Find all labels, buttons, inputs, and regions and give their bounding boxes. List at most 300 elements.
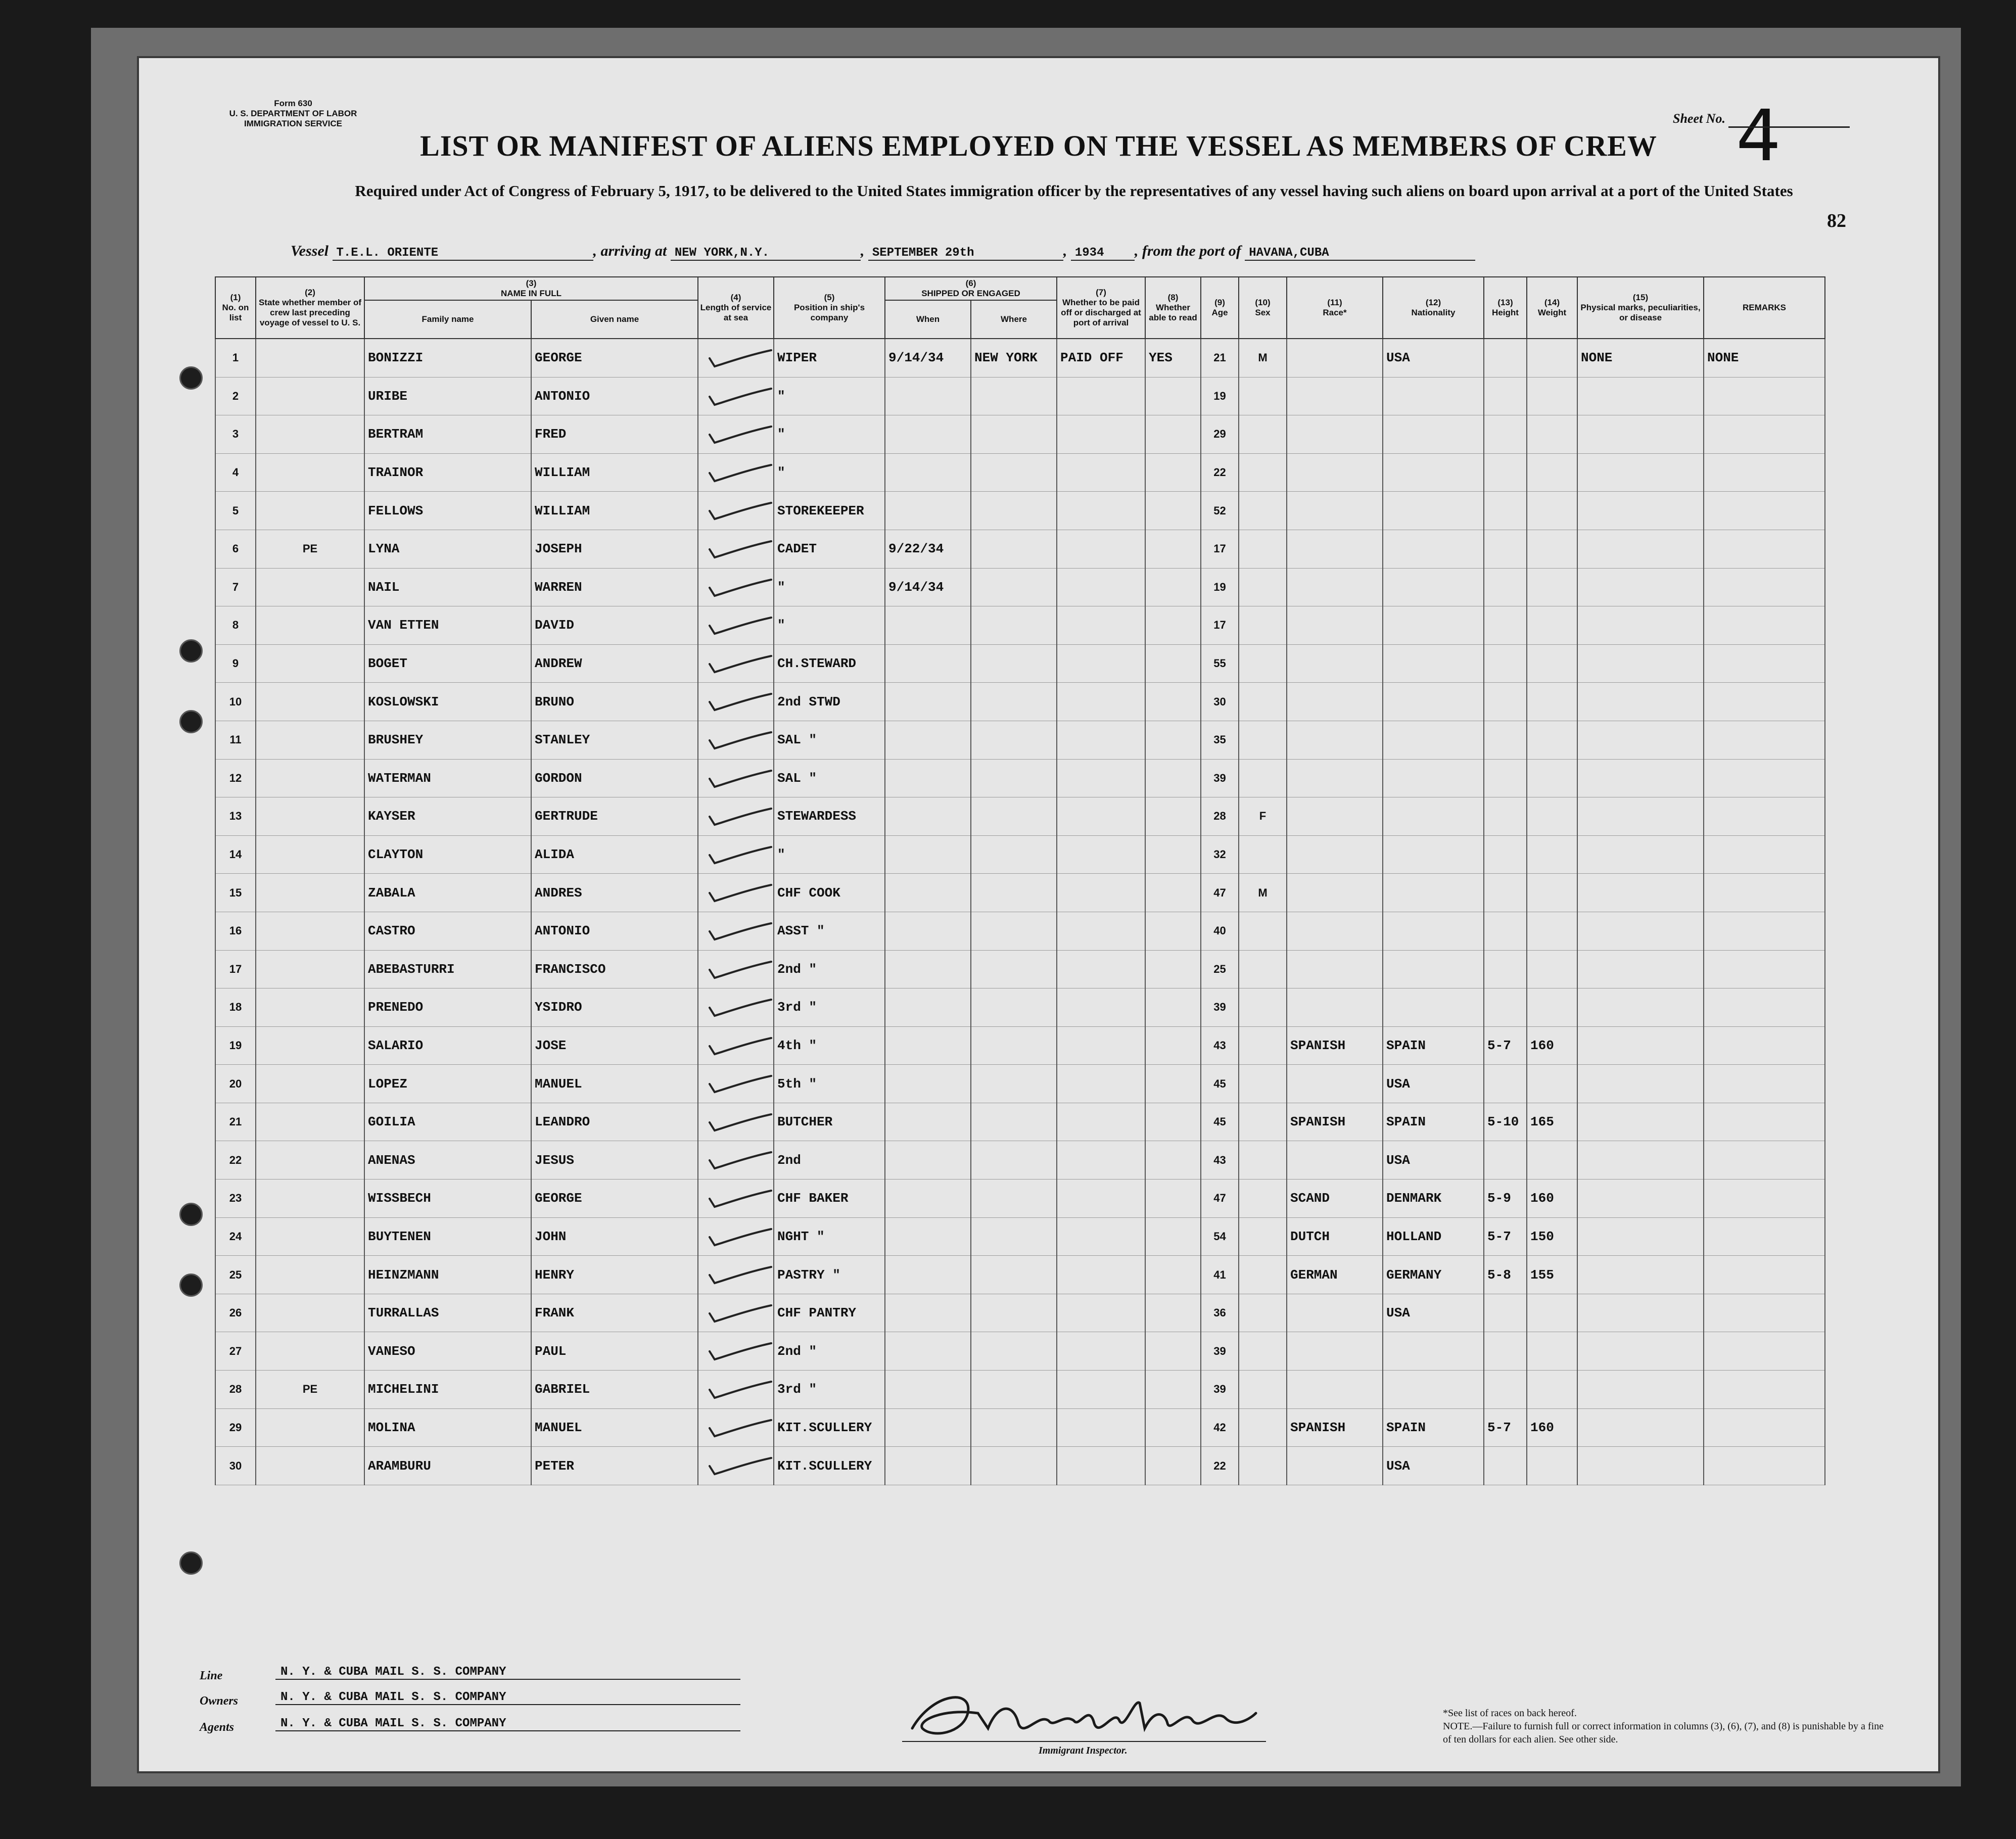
from-port-label: from the port of bbox=[1142, 243, 1241, 259]
physical-marks bbox=[1577, 950, 1704, 988]
service-checkmark bbox=[698, 568, 774, 606]
shipped-when bbox=[885, 492, 971, 530]
col-sex-header: (10) Sex bbox=[1239, 277, 1287, 339]
physical-marks bbox=[1577, 1294, 1704, 1332]
departure-port: HAVANA,CUBA bbox=[1245, 246, 1475, 261]
page-number: 82 bbox=[1827, 210, 1846, 231]
paid-off bbox=[1057, 415, 1145, 454]
height bbox=[1484, 1294, 1527, 1332]
physical-marks bbox=[1577, 1141, 1704, 1180]
sex bbox=[1239, 492, 1287, 530]
inspector-signature bbox=[902, 1673, 1266, 1749]
family-name: URIBE bbox=[364, 377, 531, 415]
ship-position: STOREKEEPER bbox=[774, 492, 885, 530]
row-number: 18 bbox=[215, 988, 256, 1027]
paid-off bbox=[1057, 683, 1145, 721]
shipped-when bbox=[885, 683, 971, 721]
age: 17 bbox=[1201, 530, 1239, 568]
sex bbox=[1239, 1294, 1287, 1332]
sex bbox=[1239, 835, 1287, 874]
remarks bbox=[1704, 377, 1825, 415]
sex bbox=[1239, 1408, 1287, 1447]
weight bbox=[1527, 339, 1577, 377]
family-name: BONIZZI bbox=[364, 339, 531, 377]
family-name: NAIL bbox=[364, 568, 531, 606]
prev-voyage bbox=[256, 644, 364, 683]
table-row bbox=[215, 1294, 1825, 1332]
paid-off bbox=[1057, 950, 1145, 988]
col-paid-off-header: (7) Whether to be paid off or discharged at port of arrival bbox=[1057, 277, 1145, 339]
physical-marks bbox=[1577, 1217, 1704, 1256]
remarks bbox=[1704, 1256, 1825, 1294]
height bbox=[1484, 377, 1527, 415]
able-to-read bbox=[1145, 530, 1201, 568]
arrival-date: SEPTEMBER 29th bbox=[868, 246, 1063, 261]
table-row bbox=[215, 644, 1825, 683]
physical-marks bbox=[1577, 1371, 1704, 1409]
paid-off bbox=[1057, 1180, 1145, 1218]
able-to-read bbox=[1145, 606, 1201, 645]
given-name: WARREN bbox=[531, 568, 698, 606]
remarks bbox=[1704, 1371, 1825, 1409]
weight: 160 bbox=[1527, 1408, 1577, 1447]
family-name: FELLOWS bbox=[364, 492, 531, 530]
able-to-read bbox=[1145, 683, 1201, 721]
table-row bbox=[215, 1408, 1825, 1447]
age: 39 bbox=[1201, 988, 1239, 1027]
shipped-when bbox=[885, 453, 971, 492]
shipped-when bbox=[885, 606, 971, 645]
able-to-read bbox=[1145, 835, 1201, 874]
paid-off bbox=[1057, 912, 1145, 950]
able-to-read bbox=[1145, 912, 1201, 950]
able-to-read bbox=[1145, 1026, 1201, 1065]
table-row bbox=[215, 759, 1825, 797]
col-age-header: (9) Age bbox=[1201, 277, 1239, 339]
row-number: 16 bbox=[215, 912, 256, 950]
shipped-when bbox=[885, 1065, 971, 1103]
shipped-when: 9/14/34 bbox=[885, 339, 971, 377]
able-to-read bbox=[1145, 1408, 1201, 1447]
age: 47 bbox=[1201, 1180, 1239, 1218]
shipped-when bbox=[885, 1217, 971, 1256]
service-checkmark bbox=[698, 1065, 774, 1103]
nationality: GERMANY bbox=[1383, 1256, 1484, 1294]
shipped-when bbox=[885, 1180, 971, 1218]
able-to-read bbox=[1145, 1256, 1201, 1294]
given-name: JESUS bbox=[531, 1141, 698, 1180]
race bbox=[1287, 1065, 1383, 1103]
prev-voyage bbox=[256, 950, 364, 988]
age: 54 bbox=[1201, 1217, 1239, 1256]
race bbox=[1287, 377, 1383, 415]
physical-marks bbox=[1577, 683, 1704, 721]
prev-voyage bbox=[256, 759, 364, 797]
binder-hole bbox=[179, 639, 203, 663]
service-name: IMMIGRATION SERVICE bbox=[244, 119, 342, 128]
remarks bbox=[1704, 1332, 1825, 1371]
table-row bbox=[215, 721, 1825, 759]
physical-marks bbox=[1577, 1447, 1704, 1485]
physical-marks bbox=[1577, 1408, 1704, 1447]
prev-voyage: PE bbox=[256, 530, 364, 568]
ship-position: STEWARDESS bbox=[774, 797, 885, 836]
nationality bbox=[1383, 950, 1484, 988]
age: 45 bbox=[1201, 1065, 1239, 1103]
weight: 165 bbox=[1527, 1103, 1577, 1141]
paid-off bbox=[1057, 835, 1145, 874]
age: 29 bbox=[1201, 415, 1239, 454]
nationality bbox=[1383, 988, 1484, 1027]
table-row bbox=[215, 683, 1825, 721]
given-name: ANDREW bbox=[531, 644, 698, 683]
height bbox=[1484, 1332, 1527, 1371]
physical-marks bbox=[1577, 568, 1704, 606]
physical-marks bbox=[1577, 912, 1704, 950]
weight bbox=[1527, 530, 1577, 568]
physical-marks bbox=[1577, 415, 1704, 454]
weight bbox=[1527, 492, 1577, 530]
nationality bbox=[1383, 759, 1484, 797]
height: 5-7 bbox=[1484, 1408, 1527, 1447]
service-checkmark bbox=[698, 1408, 774, 1447]
height bbox=[1484, 530, 1527, 568]
given-name: JOSE bbox=[531, 1026, 698, 1065]
physical-marks bbox=[1577, 759, 1704, 797]
prev-voyage bbox=[256, 1180, 364, 1218]
given-name: WILLIAM bbox=[531, 492, 698, 530]
remarks bbox=[1704, 759, 1825, 797]
able-to-read: YES bbox=[1145, 339, 1201, 377]
sex bbox=[1239, 759, 1287, 797]
table-row bbox=[215, 1141, 1825, 1180]
height bbox=[1484, 453, 1527, 492]
prev-voyage: PE bbox=[256, 1371, 364, 1409]
vessel-info-line: Vessel T.E.L. ORIENTE , arriving at NEW YORK,N.Y. , SEPTEMBER 29th , 1934 , from the port of HAVANA,CUBA bbox=[291, 243, 1475, 261]
remarks bbox=[1704, 1408, 1825, 1447]
weight bbox=[1527, 988, 1577, 1027]
table-row bbox=[215, 912, 1825, 950]
remarks bbox=[1704, 1065, 1825, 1103]
height bbox=[1484, 492, 1527, 530]
table-row bbox=[215, 835, 1825, 874]
physical-marks bbox=[1577, 1026, 1704, 1065]
nationality: USA bbox=[1383, 1141, 1484, 1180]
ship-position: 3rd " bbox=[774, 1371, 885, 1409]
prev-voyage bbox=[256, 1447, 364, 1485]
agents-label: Agents bbox=[200, 1721, 235, 1734]
shipped-where bbox=[971, 1294, 1057, 1332]
race: SPANISH bbox=[1287, 1103, 1383, 1141]
inspector-signature-line bbox=[902, 1741, 1266, 1742]
physical-marks bbox=[1577, 721, 1704, 759]
remarks bbox=[1704, 1217, 1825, 1256]
shipped-when bbox=[885, 1332, 971, 1371]
crew-manifest-table bbox=[215, 276, 1825, 1485]
able-to-read bbox=[1145, 644, 1201, 683]
sex bbox=[1239, 453, 1287, 492]
sex bbox=[1239, 1371, 1287, 1409]
weight bbox=[1527, 453, 1577, 492]
shipped-where bbox=[971, 797, 1057, 836]
col-marks-header: (15) Physical marks, peculiarities, or disease bbox=[1577, 277, 1704, 339]
sex bbox=[1239, 1065, 1287, 1103]
physical-marks bbox=[1577, 453, 1704, 492]
service-checkmark bbox=[698, 683, 774, 721]
physical-marks bbox=[1577, 1180, 1704, 1218]
document-subtitle: Required under Act of Congress of February 5, 1917, to be delivered to the United States immigration officer by the representatives of any vessel having such aliens on board upon arrival at a port of the United States bbox=[355, 182, 1793, 200]
shipped-when bbox=[885, 415, 971, 454]
service-checkmark bbox=[698, 874, 774, 912]
given-name: LEANDRO bbox=[531, 1103, 698, 1141]
height bbox=[1484, 568, 1527, 606]
able-to-read bbox=[1145, 797, 1201, 836]
race bbox=[1287, 721, 1383, 759]
shipped-where bbox=[971, 568, 1057, 606]
remarks bbox=[1704, 988, 1825, 1027]
physical-marks bbox=[1577, 988, 1704, 1027]
race: SPANISH bbox=[1287, 1408, 1383, 1447]
shipped-where bbox=[971, 1180, 1057, 1218]
prev-voyage bbox=[256, 568, 364, 606]
shipped-when bbox=[885, 1294, 971, 1332]
ship-position: BUTCHER bbox=[774, 1103, 885, 1141]
ship-position: CH.STEWARD bbox=[774, 644, 885, 683]
able-to-read bbox=[1145, 721, 1201, 759]
height: 5-7 bbox=[1484, 1217, 1527, 1256]
family-name: BUYTENEN bbox=[364, 1217, 531, 1256]
shipped-where bbox=[971, 415, 1057, 454]
weight bbox=[1527, 415, 1577, 454]
height bbox=[1484, 912, 1527, 950]
given-name: MANUEL bbox=[531, 1408, 698, 1447]
row-number: 11 bbox=[215, 721, 256, 759]
shipped-where bbox=[971, 453, 1057, 492]
shipped-when bbox=[885, 1026, 971, 1065]
nationality bbox=[1383, 835, 1484, 874]
paid-off bbox=[1057, 988, 1145, 1027]
binder-hole bbox=[179, 1274, 203, 1297]
given-name: GABRIEL bbox=[531, 1371, 698, 1409]
paid-off bbox=[1057, 1447, 1145, 1485]
physical-marks bbox=[1577, 874, 1704, 912]
col-remarks-header: REMARKS bbox=[1704, 277, 1825, 339]
height: 5-9 bbox=[1484, 1180, 1527, 1218]
service-checkmark bbox=[698, 1180, 774, 1218]
age: 43 bbox=[1201, 1026, 1239, 1065]
nationality bbox=[1383, 568, 1484, 606]
ship-position: " bbox=[774, 377, 885, 415]
vessel-name: T.E.L. ORIENTE bbox=[333, 246, 593, 261]
col-where-header: Where bbox=[971, 300, 1057, 339]
line-label: Line bbox=[200, 1669, 223, 1682]
row-number: 15 bbox=[215, 874, 256, 912]
shipped-where bbox=[971, 1256, 1057, 1294]
nationality bbox=[1383, 492, 1484, 530]
prev-voyage bbox=[256, 874, 364, 912]
given-name: ANTONIO bbox=[531, 377, 698, 415]
able-to-read bbox=[1145, 1294, 1201, 1332]
sex bbox=[1239, 1141, 1287, 1180]
nationality: USA bbox=[1383, 1294, 1484, 1332]
prev-voyage bbox=[256, 377, 364, 415]
given-name: GERTRUDE bbox=[531, 797, 698, 836]
height bbox=[1484, 874, 1527, 912]
col-race-header: (11) Race* bbox=[1287, 277, 1383, 339]
paid-off bbox=[1057, 797, 1145, 836]
race: DUTCH bbox=[1287, 1217, 1383, 1256]
paid-off bbox=[1057, 644, 1145, 683]
family-name: LYNA bbox=[364, 530, 531, 568]
arrival-port: NEW YORK,N.Y. bbox=[671, 246, 861, 261]
row-number: 7 bbox=[215, 568, 256, 606]
binder-hole bbox=[179, 710, 203, 733]
shipped-when bbox=[885, 912, 971, 950]
row-number: 27 bbox=[215, 1332, 256, 1371]
table-row bbox=[215, 568, 1825, 606]
paid-off bbox=[1057, 1026, 1145, 1065]
shipped-when bbox=[885, 1103, 971, 1141]
sex bbox=[1239, 950, 1287, 988]
age: 19 bbox=[1201, 568, 1239, 606]
ship-position: PASTRY " bbox=[774, 1256, 885, 1294]
height bbox=[1484, 1371, 1527, 1409]
row-number: 30 bbox=[215, 1447, 256, 1485]
ship-position: 3rd " bbox=[774, 988, 885, 1027]
paid-off bbox=[1057, 1065, 1145, 1103]
row-number: 10 bbox=[215, 683, 256, 721]
weight bbox=[1527, 835, 1577, 874]
shipped-where bbox=[971, 1026, 1057, 1065]
col-position-header: (5) Position in ship's company bbox=[774, 277, 885, 339]
race bbox=[1287, 415, 1383, 454]
sheet-number: 4 bbox=[1736, 95, 1781, 177]
table-row bbox=[215, 1026, 1825, 1065]
race bbox=[1287, 453, 1383, 492]
able-to-read bbox=[1145, 988, 1201, 1027]
sex bbox=[1239, 377, 1287, 415]
family-name: KOSLOWSKI bbox=[364, 683, 531, 721]
ship-position: " bbox=[774, 835, 885, 874]
owners-label: Owners bbox=[200, 1694, 239, 1708]
family-name: LOPEZ bbox=[364, 1065, 531, 1103]
sheet-number-label: Sheet No. bbox=[1673, 111, 1725, 126]
nationality bbox=[1383, 377, 1484, 415]
arrival-year: 1934 bbox=[1071, 246, 1135, 261]
ship-position: 2nd " bbox=[774, 1332, 885, 1371]
physical-marks bbox=[1577, 797, 1704, 836]
height bbox=[1484, 1447, 1527, 1485]
col-prev-voyage-header: (2) State whether member of crew last preceding voyage of vessel to U. S. bbox=[256, 277, 364, 339]
col-nationality-header: (12) Nationality bbox=[1383, 277, 1484, 339]
paid-off bbox=[1057, 759, 1145, 797]
race bbox=[1287, 530, 1383, 568]
weight bbox=[1527, 568, 1577, 606]
sex bbox=[1239, 1026, 1287, 1065]
shipped-where bbox=[971, 1371, 1057, 1409]
given-name: WILLIAM bbox=[531, 453, 698, 492]
height bbox=[1484, 988, 1527, 1027]
prev-voyage bbox=[256, 721, 364, 759]
ship-position: CHF COOK bbox=[774, 874, 885, 912]
shipped-where bbox=[971, 530, 1057, 568]
service-checkmark bbox=[698, 1371, 774, 1409]
family-name: TRAINOR bbox=[364, 453, 531, 492]
age: 55 bbox=[1201, 644, 1239, 683]
given-name: GEORGE bbox=[531, 339, 698, 377]
weight bbox=[1527, 683, 1577, 721]
height bbox=[1484, 606, 1527, 645]
col-read-header: (8) Whether able to read bbox=[1145, 277, 1201, 339]
given-name: MANUEL bbox=[531, 1065, 698, 1103]
able-to-read bbox=[1145, 1103, 1201, 1141]
race bbox=[1287, 492, 1383, 530]
ship-position: 5th " bbox=[774, 1065, 885, 1103]
table-header-row bbox=[215, 277, 1825, 300]
nationality: SPAIN bbox=[1383, 1103, 1484, 1141]
able-to-read bbox=[1145, 1371, 1201, 1409]
height bbox=[1484, 950, 1527, 988]
physical-marks bbox=[1577, 1103, 1704, 1141]
able-to-read bbox=[1145, 759, 1201, 797]
sex: M bbox=[1239, 874, 1287, 912]
physical-marks bbox=[1577, 377, 1704, 415]
weight bbox=[1527, 1332, 1577, 1371]
col-when-header: When bbox=[885, 300, 971, 339]
shipped-where bbox=[971, 1217, 1057, 1256]
shipped-when bbox=[885, 1371, 971, 1409]
row-number: 19 bbox=[215, 1026, 256, 1065]
shipped-where bbox=[971, 1065, 1057, 1103]
ship-position: ASST " bbox=[774, 912, 885, 950]
sex bbox=[1239, 912, 1287, 950]
given-name: FRANK bbox=[531, 1294, 698, 1332]
able-to-read bbox=[1145, 415, 1201, 454]
row-number: 8 bbox=[215, 606, 256, 645]
inspector-label: Immigrant Inspector. bbox=[1039, 1745, 1128, 1756]
shipped-where bbox=[971, 912, 1057, 950]
ship-position: 2nd " bbox=[774, 950, 885, 988]
age: 45 bbox=[1201, 1103, 1239, 1141]
col-service-header: (4) Length of service at sea bbox=[698, 277, 774, 339]
remarks bbox=[1704, 1026, 1825, 1065]
family-name: MICHELINI bbox=[364, 1371, 531, 1409]
family-name: ABEBASTURRI bbox=[364, 950, 531, 988]
nationality bbox=[1383, 874, 1484, 912]
family-name: ARAMBURU bbox=[364, 1447, 531, 1485]
weight: 160 bbox=[1527, 1026, 1577, 1065]
height bbox=[1484, 644, 1527, 683]
able-to-read bbox=[1145, 492, 1201, 530]
service-checkmark bbox=[698, 950, 774, 988]
paid-off bbox=[1057, 1332, 1145, 1371]
shipped-where bbox=[971, 988, 1057, 1027]
prev-voyage bbox=[256, 1256, 364, 1294]
vessel-label: Vessel bbox=[291, 243, 329, 259]
shipped-where bbox=[971, 683, 1057, 721]
service-checkmark bbox=[698, 453, 774, 492]
owners-value: N. Y. & CUBA MAIL S. S. COMPANY bbox=[275, 1690, 740, 1705]
row-number: 24 bbox=[215, 1217, 256, 1256]
family-name: BRUSHEY bbox=[364, 721, 531, 759]
paid-off bbox=[1057, 453, 1145, 492]
row-number: 25 bbox=[215, 1256, 256, 1294]
ship-position: KIT.SCULLERY bbox=[774, 1447, 885, 1485]
race bbox=[1287, 1141, 1383, 1180]
form-header bbox=[225, 99, 361, 129]
physical-marks bbox=[1577, 644, 1704, 683]
row-number: 20 bbox=[215, 1065, 256, 1103]
